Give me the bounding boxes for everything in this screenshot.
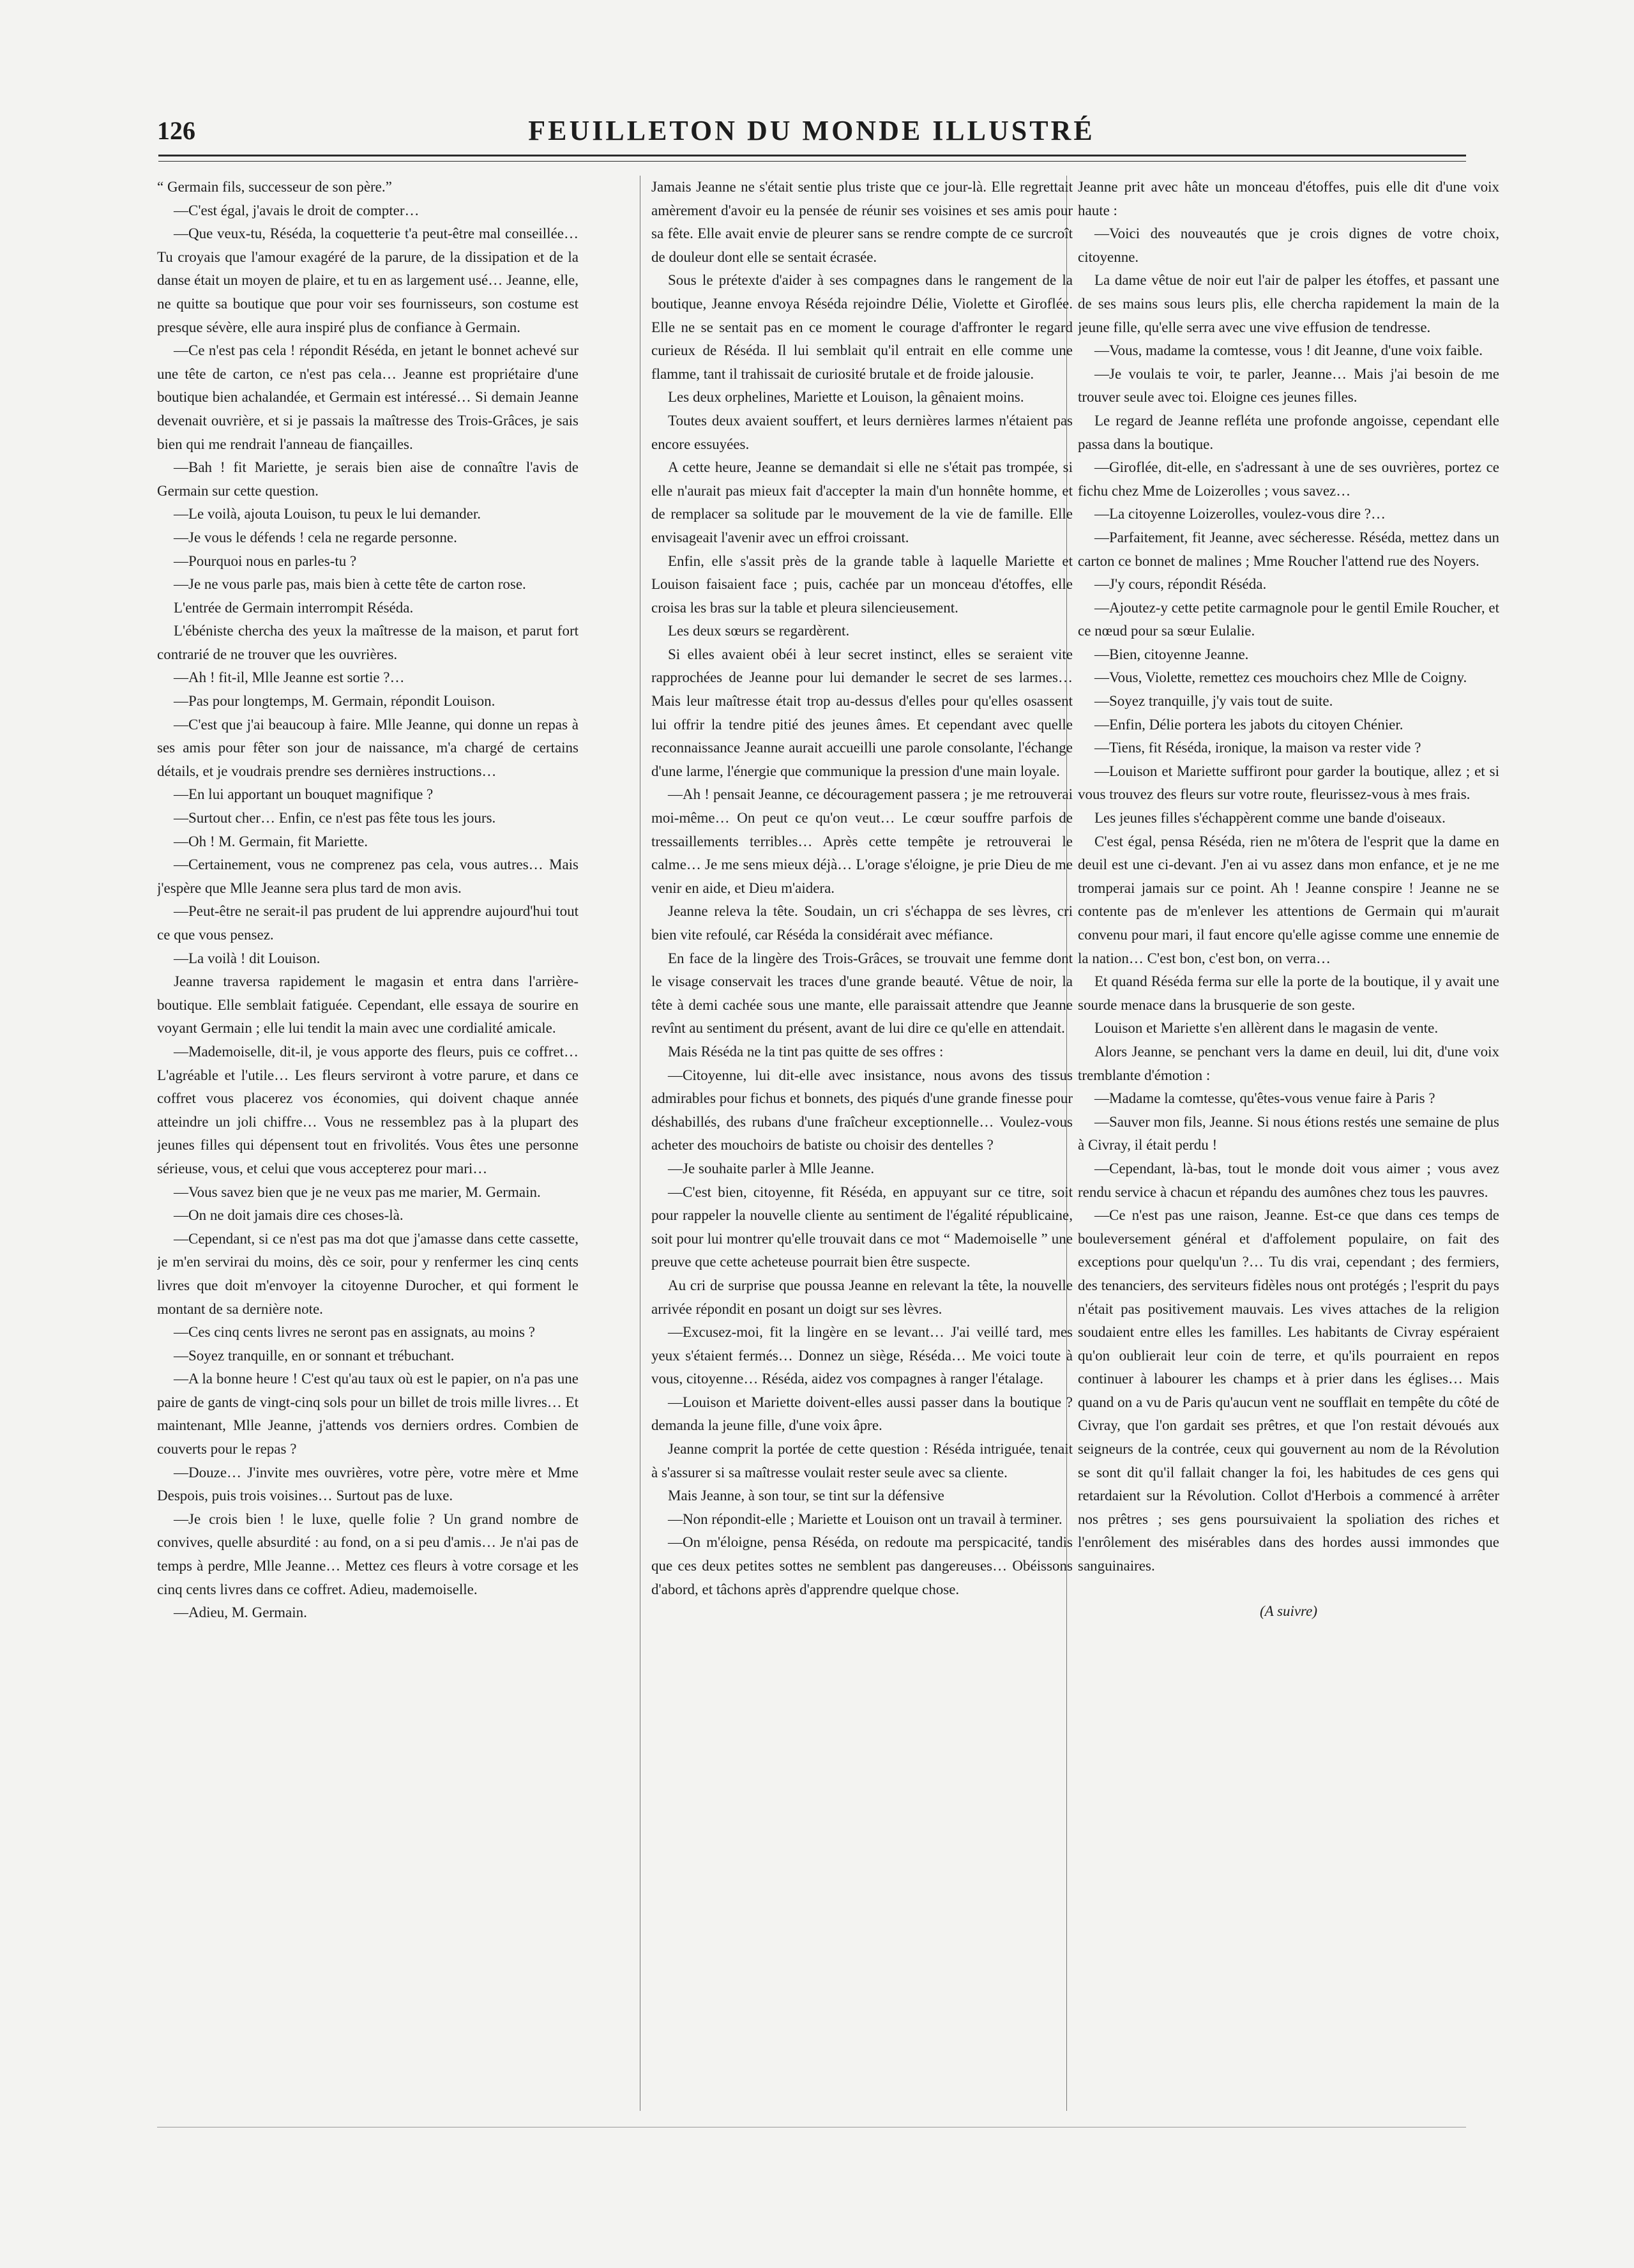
paragraph: Mais Réséda ne la tint pas quitte de ses offres : xyxy=(668,1043,944,1060)
paragraph: —Vous, madame la comtesse, vous ! dit Jeanne, d'une voix faible. xyxy=(1094,342,1483,359)
page-header xyxy=(157,115,1466,147)
page-number: 126 xyxy=(157,116,195,145)
paragraph: —A la bonne heure ! C'est qu'au taux où est le papier, on n'a pas une paire de gants de vingt-cinq sols pour un billet de trois mille livres… Et maintenant, Mlle Jeanne, j'attends vos derniers ordres. Combien de couverts pour le repas ? xyxy=(157,1371,579,1457)
paragraph: —Vous savez bien que je ne veux pas me marier, M. Germain. xyxy=(174,1183,541,1200)
paragraph: Les deux orphelines, Mariette et Louison, la gênaient moins. xyxy=(668,389,1024,406)
paragraph: L'ébéniste chercha des yeux la maîtresse de la maison, et parut fort contrarié de ne trouver que les ouvrières. xyxy=(157,623,579,662)
paragraph: “ Germain fils, successeur de son père.” xyxy=(157,179,392,195)
paragraph: —Cependant, là-bas, tout le monde doit vous aimer ; vous avez rendu service à chacun et répandu des aumônes chez tous les pauvres. xyxy=(1078,1160,1499,1200)
paragraph: —Excusez-moi, fit la lingère en se levant… J'ai veillé tard, mes yeux s'étaient fermés… Donnez un siège, Réséda… Me voici toute à vous, citoyenne… Réséda, aidez vos compagnes à ranger l'étalage. xyxy=(651,1324,1073,1387)
paragraph: —Certainement, vous ne comprenez pas cela, vous autres… Mais j'espère que Mlle Jeanne sera plus tard de mon avis. xyxy=(157,856,579,896)
paragraph: Louison et Mariette s'en allèrent dans le magasin de vente. xyxy=(1094,1020,1439,1037)
paragraph: Jamais Jeanne ne s'était sentie plus triste que ce jour-là. Elle regrettait amèrement d'avoir eu la pensée de réunir ses voisines et ses amis pour sa fête. Elle avait envie de pleurer sans se rendre compte de ce surcroît de douleur dont elle se sentait écrasée. xyxy=(651,179,1073,265)
paragraph: —Giroflée, dit-elle, en s'adressant à une de ses ouvrières, portez ce fichu chez Mme de Loizerolles ; vous savez… xyxy=(1078,459,1499,499)
paragraph: —Louison et Mariette suffiront pour garder la boutique, allez ; et si vous trouvez des fleurs sur votre route, fleurissez-vous à mes frais. xyxy=(1078,763,1499,803)
header-rule-thin xyxy=(158,161,1466,162)
paragraph: —Louison et Mariette doivent-elles aussi passer dans la boutique ? demanda la jeune fille, d'une voix âpre. xyxy=(651,1394,1073,1434)
paragraph: Toutes deux avaient souffert, et leurs dernières larmes n'étaient pas encore essuyées. xyxy=(651,412,1073,452)
paragraph: —Je crois bien ! le luxe, quelle folie ? Un grand nombre de convives, quelle absurdité : au fond, on a si peu d'amis… Je n'ai pas de temps à perdre, Mlle Jeanne… Mettez ces fleurs à votre corsage et les cinq cents livres dans ce coffret. Adieu, mademoiselle. xyxy=(157,1511,579,1597)
paragraph: —Surtout cher… Enfin, ce n'est pas fête tous les jours. xyxy=(174,810,496,826)
paragraph: C'est égal, pensa Réséda, rien ne m'ôtera de l'esprit que la dame en deuil est une ci-devant. J'en ai vu assez dans mon enfance, et je ne me tromperai jamais sur ce point. Ah ! Jeanne conspire ! Jeanne ne se contente pas de m'enlever les attentions de Germain qui m'aurait convenu pour mari, il faut encore qu'elle agisse comme une ennemie de la nation… C'est bon, c'est bon, on verra… xyxy=(1078,833,1499,966)
paragraph: —Peut-être ne serait-il pas prudent de lui apprendre aujourd'hui tout ce que vous pensez. xyxy=(157,903,579,943)
paragraph: —Que veux-tu, Réséda, la coquetterie t'a peut-être mal conseillée… Tu croyais que l'amour exagéré de la parure, de la dissipation et de la danse était un moyen de plaire, et tu en as largement usé… Jeanne, elle, ne quitte sa boutique que pour voir ses fournisseurs, son costume est presque sévère, elle aura inspiré plus de confiance à Germain. xyxy=(157,225,579,335)
paragraph: Enfin, elle s'assit près de la grande table à laquelle Mariette et Louison faisaient face ; puis, cachée par un monceau d'étoffes, elle croisa les bras sur la table et pleura silencieusement. xyxy=(651,552,1073,616)
paragraph: —Enfin, Délie portera les jabots du citoyen Chénier. xyxy=(1094,716,1403,733)
paragraph: —Mademoiselle, dit-il, je vous apporte des fleurs, puis ce coffret… L'agréable et l'utile… Les fleurs serviront à votre parure, et dans ce coffret vous placerez vos économies, qui doivent chaque année atteindre un joli chiffre… Vous ne ressemblez pas à la plupart des jeunes filles qui dépensent tout en frivolités. Vous êtes une personne sérieuse, vous, et celui que vous accepterez pour mari… xyxy=(157,1043,579,1176)
paragraph: Jeanne releva la tête. Soudain, un cri s'échappa de ses lèvres, cri bien vite refoulé, car Réséda la considérait avec méfiance. xyxy=(651,903,1073,943)
paragraph: —Cependant, si ce n'est pas ma dot que j'amasse dans cette cassette, je m'en servirai du moins, dès ce soir, pour y renfermer les cinq cents livres que doit m'envoyer la citoyenne Durocher, et qui forment le montant de sa dernière note. xyxy=(157,1230,579,1317)
paragraph: Le regard de Jeanne refléta une profonde angoisse, cependant elle passa dans la boutique. xyxy=(1078,412,1499,452)
paragraph: L'entrée de Germain interrompit Réséda. xyxy=(174,599,414,616)
paragraph: —Tiens, fit Réséda, ironique, la maison va rester vide ? xyxy=(1094,740,1421,756)
paragraph: —La voilà ! dit Louison. xyxy=(174,950,321,966)
paragraph: Jeanne traversa rapidement le magasin et entra dans l'arrière-boutique. Elle semblait fatiguée. Cependant, elle essaya de sourire en voyant Germain ; elle lui tendit la main avec une cordialité amicale. xyxy=(157,973,579,1037)
paragraph: Au cri de surprise que poussa Jeanne en relevant la tête, la nouvelle arrivée répondit en posant un doigt sur ses lèvres. xyxy=(651,1277,1073,1317)
paragraph: —Voici des nouveautés que je crois dignes de votre choix, citoyenne. xyxy=(1078,225,1499,265)
paragraph: Alors Jeanne, se penchant vers la dame en deuil, lui dit, d'une voix tremblante d'émotion : xyxy=(1078,1043,1499,1083)
paragraph: —Soyez tranquille, en or sonnant et trébuchant. xyxy=(174,1347,455,1364)
paragraph: —Ah ! fit-il, Mlle Jeanne est sortie ?… xyxy=(174,669,405,686)
paragraph: —J'y cours, répondit Réséda. xyxy=(1094,576,1267,593)
paragraph: Et quand Réséda ferma sur elle la porte de la boutique, il y avait une sourde menace dans la brusquerie de son geste. xyxy=(1078,973,1499,1013)
paragraph: —Ce n'est pas une raison, Jeanne. Est-ce que dans ces temps de bouleversement général et d'affolement populaire, on fait des exceptions pour quelqu'un ?… Tu dis vrai, cependant ; des fermiers, des tenanciers, des serviteurs fidèles nous ont protégés ; l'esprit du pays n'était pas positivement mauvais. Les vives attaches de la religion soudaient entre elles les familles. Les habitants de Civray espéraient qu'on oublierait leur coin de terre, et qu'ils pourraient en repos continuer à labourer les champs et à prier dans les églises… Mais quand on a vu de Paris qu'aucun vent ne soufflait en tempête du côté de Civray, que l'on gardait ses prêtres, et que l'on restait dévoués aux seigneurs de la contrée, ceux qui gouvernent au nom de la Révolution se sont dit qu'il fallait changer la foi, les habitudes de ces gens qui retardaient sur la Révolution. Collot d'Herbois a commencé à arrêter nos prêtres ; ses gens poursuivaient la spoliation des riches et l'enrôlement des misérables dans des hordes aussi immondes que sanguinaires. xyxy=(1078,1207,1499,1574)
paragraph: —Adieu, M. Germain. xyxy=(174,1604,307,1621)
paragraph: —C'est bien, citoyenne, fit Réséda, en appuyant sur ce titre, soit pour rappeler la nouvelle cliente au sentiment de l'égalité républicaine, soit pour lui montrer qu'elle trouvait dans ce mot “ Mademoiselle ” une preuve que cette acheteuse pourrait bien être suspecte. xyxy=(651,1183,1073,1270)
paragraph: —Non répondit-elle ; Mariette et Louison ont un travail à terminer. xyxy=(668,1511,1063,1527)
column-3 xyxy=(1078,176,1499,2111)
paragraph: Jeanne comprit la portée de cette question : Réséda intriguée, tenait à s'assurer si sa maîtresse voulait rester seule avec sa cliente. xyxy=(651,1441,1073,1480)
paragraph: —Douze… J'invite mes ouvrières, votre père, votre mère et Mme Despois, puis trois voisines… Surtout pas de luxe. xyxy=(157,1464,579,1504)
paragraph: —Le voilà, ajouta Louison, tu peux le lui demander. xyxy=(174,506,481,522)
paragraph: —Ah ! pensait Jeanne, ce découragement passera ; je me retrouverai moi-même… On peut ce qu'on veut… Le cœur souffre parfois de tressaillements terribles… Après cette tempête je retrouverai le calme… Je me sens mieux déjà… L'orage s'éloigne, je prie Dieu de me venir en aide, et Dieu m'aidera. xyxy=(651,786,1073,896)
paragraph: —Pourquoi nous en parles-tu ? xyxy=(174,552,357,569)
paragraph: —Je voulais te voir, te parler, Jeanne… Mais j'ai besoin de me trouver seule avec toi. Eloigne ces jeunes filles. xyxy=(1078,365,1499,406)
paragraph: —Bah ! fit Mariette, je serais bien aise de connaître l'avis de Germain sur cette question. xyxy=(157,459,579,499)
paragraph: —Sauver mon fils, Jeanne. Si nous étions restés une semaine de plus à Civray, il était perdu ! xyxy=(1078,1113,1499,1153)
paragraph: —Ajoutez-y cette petite carmagnole pour le gentil Emile Roucher, et ce nœud pour sa sœur Eulalie. xyxy=(1078,599,1499,639)
paragraph: Mais Jeanne, à son tour, se tint sur la défensive xyxy=(668,1488,944,1504)
paragraph: —On ne doit jamais dire ces choses-là. xyxy=(174,1207,404,1224)
paragraph: —C'est égal, j'avais le droit de compter… xyxy=(174,202,420,218)
paragraph: —Vous, Violette, remettez ces mouchoirs chez Mlle de Coigny. xyxy=(1094,669,1467,686)
paragraph: La dame vêtue de noir eut l'air de palper les étoffes, et passant une de ses mains sous leurs plis, elle chercha rapidement la main de la jeune fille, qu'elle serra avec une vive effusion de tendresse. xyxy=(1078,272,1499,335)
paragraph: Sous le prétexte d'aider à ses compagnes dans le rangement de la boutique, Jeanne envoya Réséda rejoindre Délie, Violette et Giroflée. Elle ne se sentait pas en ce moment le courage d'affronter le regard curieux de Réséda. Il lui semblait qu'il entrait en elle comme une flamme, tant il trahissait de curiosité brutale et de froide jalousie. xyxy=(651,272,1073,382)
paragraph: —Je ne vous parle pas, mais bien à cette tête de carton rose. xyxy=(174,576,526,593)
text-columns xyxy=(157,176,1499,2111)
paragraph: Les deux sœurs se regardèrent. xyxy=(668,623,850,639)
paragraph: —Pas pour longtemps, M. Germain, répondit Louison. xyxy=(174,693,495,710)
paragraph: —Oh ! M. Germain, fit Mariette. xyxy=(174,833,368,849)
header-rule-thick xyxy=(158,155,1466,156)
paragraph: —Je vous le défends ! cela ne regarde personne. xyxy=(174,529,457,545)
paragraph: Si elles avaient obéi à leur secret instinct, elles se seraient vite rapprochées de Jeanne pour lui demander le secret de ses larmes… Mais leur maîtresse était trop au-dessus d'elles pour qu'elles osassent lui offrir la tendre pitié des jeunes âmes. Et cependant avec quelle reconnaissance Jeanne aurait accueilli une parole consolante, l'échange d'une larme, l'énergie que communique la pression d'une main loyale. xyxy=(651,646,1073,779)
paragraph: —Soyez tranquille, j'y vais tout de suite. xyxy=(1094,693,1333,710)
paragraph: —Je souhaite parler à Mlle Jeanne. xyxy=(668,1160,875,1176)
paragraph: —En lui apportant un bouquet magnifique ? xyxy=(174,786,434,803)
paragraph: Les jeunes filles s'échappèrent comme une bande d'oiseaux. xyxy=(1094,810,1446,826)
column-1 xyxy=(157,176,579,2111)
paragraph: —Citoyenne, lui dit-elle avec insistance, nous avons des tissus admirables pour fichus et bonnets, des piqués d'une grande finesse pour déshabillés, des rubans d'une fraîcheur exceptionnelle… Voulez-vous acheter des mouchoirs de batiste ou choisir des dentelles ? xyxy=(651,1067,1073,1153)
column-2 xyxy=(651,176,1073,2111)
paragraph: En face de la lingère des Trois-Grâces, se trouvait une femme dont le visage conservait les traces d'une grande beauté. Vêtue de noir, la tête à demi cachée sous une mante, elle paraissait attendre que Jeanne revînt au sentiment du présent, avant de lui dire ce qu'elle en attendait. xyxy=(651,950,1073,1037)
paragraph: —Bien, citoyenne Jeanne. xyxy=(1094,646,1249,662)
to-be-continued: (A suivre) xyxy=(1259,1602,1318,1619)
paragraph: —Madame la comtesse, qu'êtes-vous venue faire à Paris ? xyxy=(1094,1090,1435,1107)
paragraph: —Ce n'est pas cela ! répondit Réséda, en jetant le bonnet achevé sur une tête de carton, ce n'est pas cela… Jeanne est propriétaire d'une boutique bien achalandée, et Germain est intéressé… Si demain Jeanne devenait ouvrière, et si je passais la maîtresse des Trois-Grâces, je sais bien qui me rendrait l'anneau de fiançailles. xyxy=(157,342,579,452)
masthead-title: FEUILLETON DU MONDE ILLUSTRÉ xyxy=(528,115,1095,146)
paragraph: —La citoyenne Loizerolles, voulez-vous dire ?… xyxy=(1094,506,1386,522)
paragraph: A cette heure, Jeanne se demandait si elle ne s'était pas trompée, si elle n'aurait pas mieux fait d'accepter la main d'un honnête homme, et de remplacer sa solitude par le mouvement de la vie de famille. Elle envisageait l'avenir avec un effroi croissant. xyxy=(651,459,1073,545)
paragraph: —On m'éloigne, pensa Réséda, on redoute ma perspicacité, tandis que ces deux petites sottes ne semblent pas dangereuses… Obéissons d'abord, et tâchons après d'apprendre quelque chose. xyxy=(651,1534,1073,1597)
paragraph: —Ces cinq cents livres ne seront pas en assignats, au moins ? xyxy=(174,1324,535,1341)
paragraph: Jeanne prit avec hâte un monceau d'étoffes, puis elle dit d'une voix haute : xyxy=(1078,179,1499,218)
paragraph: —Parfaitement, fit Jeanne, avec sécheresse. Réséda, mettez dans un carton ce bonnet de malines ; Mme Roucher l'attend rue des Noyers. xyxy=(1078,529,1499,569)
paragraph: —C'est que j'ai beaucoup à faire. Mlle Jeanne, qui donne un repas à ses amis pour fêter son jour de naissance, m'a chargé de certains détails, et je voudrais prendre ses dernières instructions… xyxy=(157,716,579,779)
